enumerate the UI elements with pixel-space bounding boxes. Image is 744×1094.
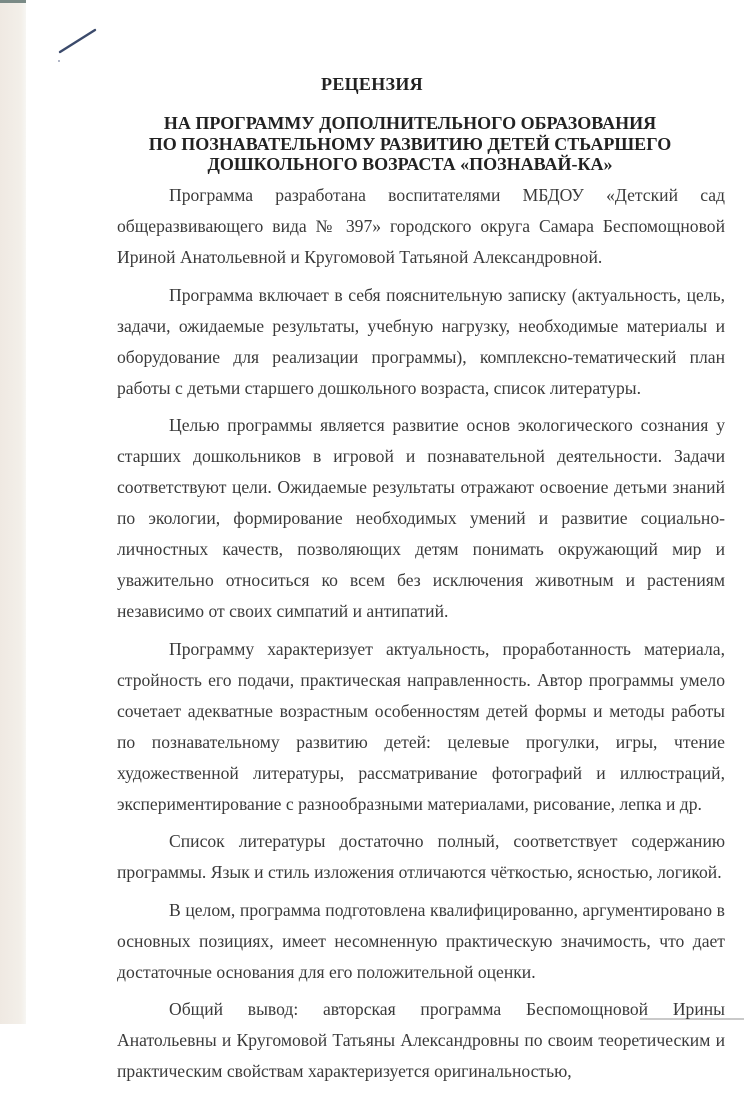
paragraph-structure: Программа включает в себя пояснительную записку (актуальность, цель, задачи, ожидаемые результаты, учебную нагрузку, необходимые материалы и оборудование для реализации программы), комплексно-тематический план работы с детьми старшего дошкольного возраста, список литературы. bbox=[117, 284, 725, 398]
paragraph-conclusion: Общий вывод: авторская программа Беспомощновой Ирины Анатольевны и Кругомовой Татьяны Александровны по своим теоретическим и практическим свойствам характеризуется оригинальностью, bbox=[117, 999, 725, 1081]
document-subtitle bbox=[110, 113, 710, 175]
paragraph-literature: Список литературы достаточно полный, соответствует содержанию программы. Язык и стиль изложения отличаются чёткостью, ясностью, логикой. bbox=[117, 831, 725, 882]
document-body bbox=[117, 180, 725, 1094]
paragraph-characteristics: Программу характеризует актуальность, проработанность материала, стройность его подачи, практическая направленность. Автор программы умело сочетает адекватные возрастным особенностям детей формы и методы работы по познавательному развитию детей: целевые прогулки, игры, чтение художественной литературы, рассматривание фотографий и иллюстраций, экспериментирование с разнообразными материалами, рисование, лепка и др. bbox=[117, 638, 725, 814]
subtitle-line: ДОШКОЛЬНОГО ВОЗРАСТА «ПОЗНАВАЙ-КА» bbox=[207, 154, 613, 174]
document-title: РЕЦЕНЗИЯ bbox=[321, 74, 423, 94]
pen-stroke-mark bbox=[38, 22, 108, 72]
scan-edge-mark bbox=[0, 0, 26, 3]
paragraph-authors: Программа разработана воспитателями МБДОУ «Детский сад общеразвивающего вида № 397» городского округа Самара Беспомощновой Ириной Анатольевной и Кругомовой Татьяной Александровной. bbox=[117, 185, 725, 267]
scan-left-edge bbox=[0, 0, 26, 1024]
subtitle-line: ПО ПОЗНАВАТЕЛЬНОМУ РАЗВИТИЮ ДЕТЕЙ СТЬАРШЕГО bbox=[148, 133, 672, 154]
subtitle-line: НА ПРОГРАММУ ДОПОЛНИТЕЛЬНОГО ОБРАЗОВАНИЯ bbox=[163, 113, 657, 133]
paragraph-goals: Целью программы является развитие основ экологического сознания у старших дошкольников в игровой и познавательной деятельности. Задачи соответствуют цели. Ожидаемые результаты отражают освоение детьми знаний по экологии, формирование необходимых умений и развитие социально-личностных качеств, позволяющих детям понимать окружающий мир и уважительно относиться ко всем без исключения животным и растениям независимо от своих симпатий и антипатий. bbox=[117, 415, 725, 621]
paragraph-assessment: В целом, программа подготовлена квалифицированно, аргументировано в основных позициях, имеет несомненную практическую значимость, что дает достаточные основания для его положительной оценки. bbox=[117, 899, 725, 982]
